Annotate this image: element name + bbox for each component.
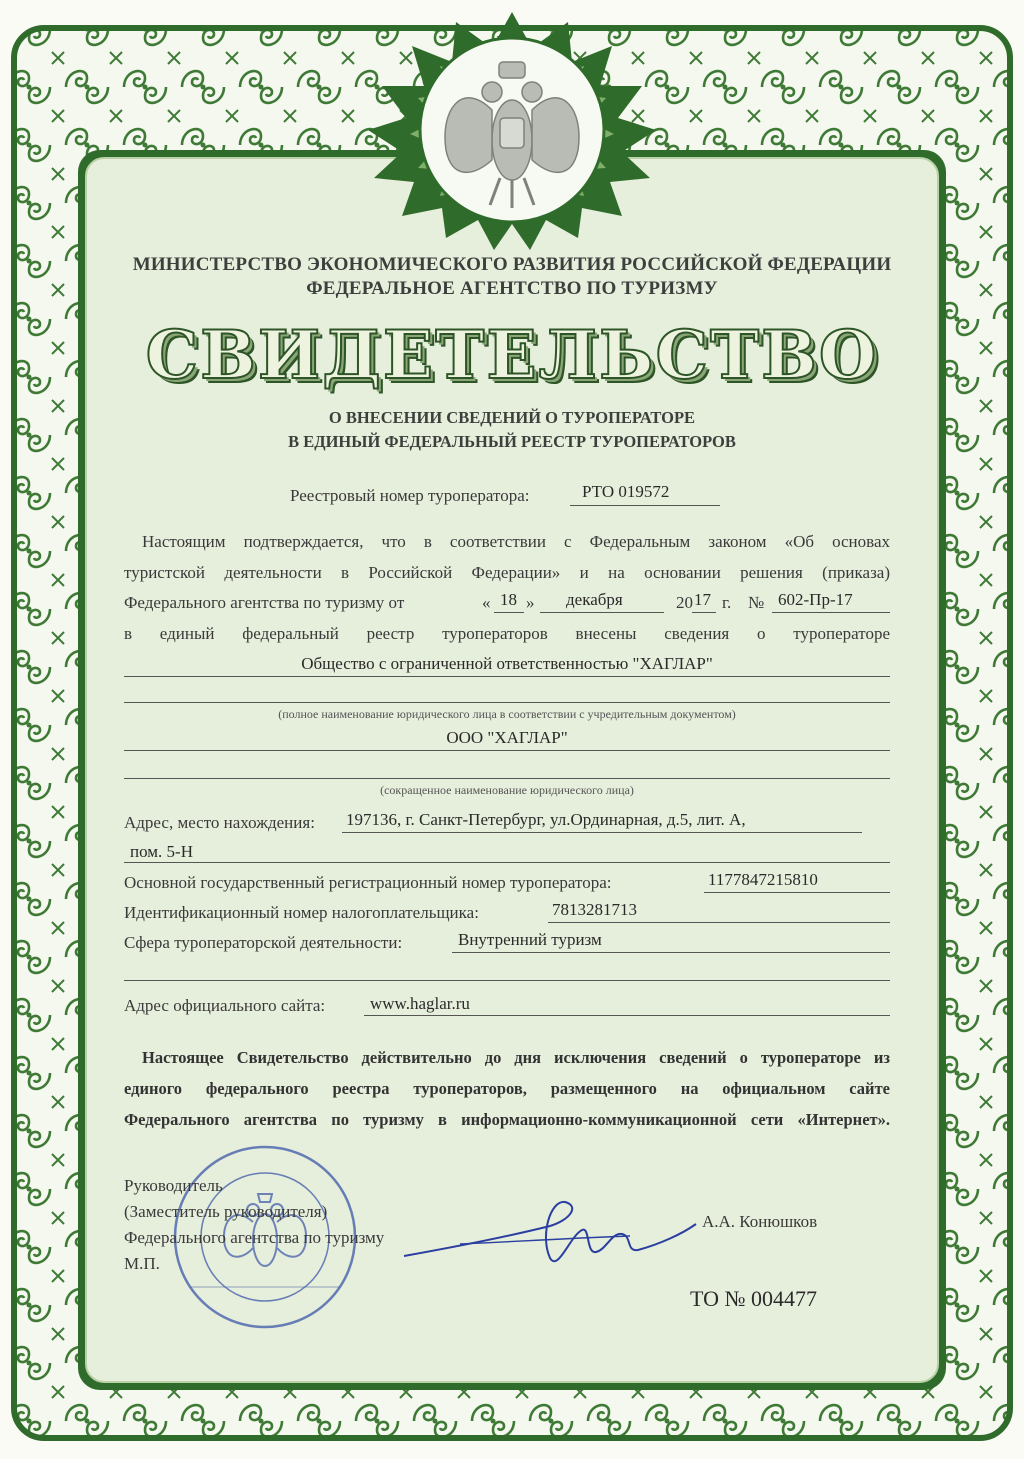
validity-line-2: единого федерального реестра туроператоров, размещенного на официальном сайте: [124, 1079, 890, 1098]
ogrn-value: 1177847215810: [708, 870, 818, 889]
signer-name: А.А. Конюшков: [702, 1212, 818, 1231]
registry-number-label: Реестровый номер туроператора:: [290, 486, 530, 505]
validity-line-1: Настоящее Свидетельство действительно до дня исключения сведений о туроператоре из: [142, 1048, 890, 1067]
address-line-1: 197136, г. Санкт-Петербург, ул.Ординарная, д.5, лит. А,: [346, 810, 746, 829]
stamp-place-label: М.П.: [124, 1254, 160, 1273]
subtitle-line-2: В ЕДИНЫЙ ФЕДЕРАЛЬНЫЙ РЕЕСТР ТУРОПЕРАТОРОВ: [288, 432, 736, 451]
ogrn-underline: [704, 892, 890, 893]
signer-title-line-2: (Заместитель руководителя): [124, 1202, 328, 1221]
handwritten-signature: [400, 1196, 700, 1276]
order-year: 17: [694, 590, 711, 609]
form-number: ТО № 004477: [690, 1286, 818, 1311]
full-company-name: Общество с ограниченной ответственностью "ХАГЛАР": [301, 654, 713, 673]
registry-underline: [570, 505, 720, 506]
subtitle-line-1: О ВНЕСЕНИИ СВЕДЕНИЙ О ТУРОПЕРАТОРЕ: [328, 408, 696, 427]
short-name-underline-1: [124, 750, 890, 751]
full-name-underline-1: [124, 676, 890, 677]
order-day: 18: [500, 590, 517, 609]
address-line-2: пом. 5-Н: [130, 842, 193, 861]
full-name-caption: (полное наименование юридического лица в соответствии с учредительным документом): [278, 707, 736, 721]
year-underline: [692, 612, 716, 613]
address-underline-2: [124, 862, 890, 863]
short-company-name: ООО "ХАГЛАР": [446, 728, 568, 747]
ogrn-label: Основной государственный регистрационный номер туроператора:: [124, 873, 612, 892]
inn-underline: [548, 922, 890, 923]
full-name-underline-2: [124, 702, 890, 703]
registry-number-value: РТО 019572: [582, 482, 670, 501]
website-label: Адрес официального сайта:: [124, 996, 326, 1015]
order-number-underline: [772, 612, 890, 613]
order-month: декабря: [566, 590, 623, 609]
day-underline: [494, 612, 524, 613]
body-line-4: в единый федеральный реестр туроператоров внесены сведения о туроператоре: [124, 624, 890, 643]
website-value: www.haglar.ru: [370, 994, 470, 1013]
website-underline: [364, 1015, 890, 1016]
ministry-heading: МИНИСТЕРСТВО ЭКОНОМИЧЕСКОГО РАЗВИТИЯ РОССИЙСКОЙ ФЕДЕРАЦИИ: [132, 254, 892, 275]
body-line-3-prefix: Федерального агентства по туризму от: [124, 593, 405, 612]
inn-value: 7813281713: [552, 900, 637, 919]
sphere-underline-1: [452, 952, 890, 953]
signer-title-line-1: Руководитель: [124, 1176, 223, 1195]
body-line-2: туристской деятельности в Российской Федерации» и на основании решения (приказа): [124, 563, 890, 582]
short-name-caption: (сокращенное наименование юридического лица): [380, 783, 634, 797]
sphere-underline-2: [124, 980, 890, 981]
year-prefix: 20: [676, 593, 693, 612]
month-underline: [540, 612, 664, 613]
number-label: №: [748, 593, 765, 612]
sphere-value: Внутренний туризм: [458, 930, 602, 949]
document-title: СВИДЕТЕЛЬСТВО: [145, 316, 879, 394]
sphere-label: Сфера туроператорской деятельности:: [124, 933, 403, 952]
year-label: г.: [722, 593, 732, 612]
inn-label: Идентификационный номер налогоплательщика:: [124, 903, 479, 922]
agency-heading: ФЕДЕРАЛЬНОЕ АГЕНТСТВО ПО ТУРИЗМУ: [306, 278, 718, 299]
short-name-underline-2: [124, 778, 890, 779]
address-underline-1: [342, 832, 862, 833]
body-line-1: Настоящим подтверждается, что в соответствии с Федеральным законом «Об основах: [142, 532, 890, 551]
address-label: Адрес, место нахождения:: [124, 813, 315, 832]
day-close-quote: »: [526, 593, 535, 612]
validity-line-3: Федерального агентства по туризму в информационно-коммуникационной сети «Интернет».: [124, 1110, 890, 1129]
signer-title-line-3: Федерального агентства по туризму: [124, 1228, 385, 1247]
day-open-quote: «: [482, 593, 491, 612]
order-number: 602-Пр-17: [778, 590, 853, 609]
